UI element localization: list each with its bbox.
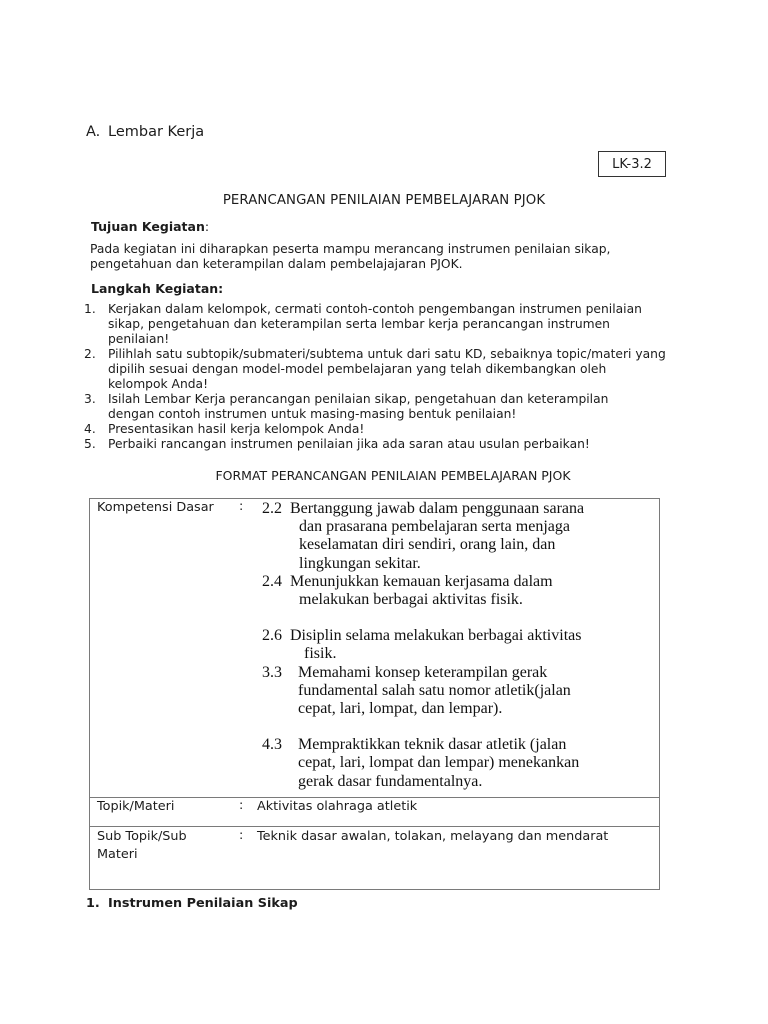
kompetensi-colon: :: [239, 499, 244, 514]
tujuan-heading-colon: :: [204, 219, 210, 234]
step-number: 5.: [84, 437, 96, 451]
subtopik-label-line: Sub Topik/Sub: [97, 829, 187, 844]
step-line: Pilihlah satu subtopik/submateri/subtema untuk dari satu KD, sebaiknya topic/materi yang: [108, 347, 666, 361]
steps-list: [84, 302, 684, 452]
section-heading: [86, 124, 204, 140]
step-line: dipilih sesuai dengan model-model pembelajaran yang telah dikembangkan oleh: [108, 362, 607, 376]
kompetensi-list: [262, 500, 652, 791]
step-item: [84, 392, 684, 422]
kompetensi-line: keselamatan diri sendiri, orang lain, dan: [299, 536, 556, 554]
step-line: sikap, pengetahuan dan keterampilan serta lembar kerja perancangan instrumen: [108, 317, 610, 331]
kompetensi-item: [262, 500, 652, 573]
subtopik-colon: :: [239, 828, 244, 843]
kompetensi-line: Memahami konsep keterampilan gerak: [298, 663, 548, 681]
step-number: 2.: [84, 347, 96, 361]
table-cell: [90, 798, 660, 827]
kompetensi-number: 2.2: [262, 500, 290, 517]
subtopik-label-line: Materi: [97, 847, 138, 862]
kompetensi-item: [262, 664, 652, 719]
kompetensi-line: Disiplin selama melakukan berbagai aktivitas: [290, 627, 582, 645]
page-title: PERANCANGAN PENILAIAN PEMBELAJARAN PJOK: [222, 193, 546, 208]
step-line: penilaian!: [108, 332, 170, 346]
worksheet-code: LK-3.2: [612, 156, 652, 172]
step-line: Perbaiki rancangan instrumen penilaian jika ada saran atau usulan perbaikan!: [108, 437, 590, 451]
table-row-topik: [90, 798, 660, 827]
step-number: 1.: [84, 302, 96, 316]
kompetensi-number: 4.3: [262, 736, 298, 754]
step-item: [84, 347, 684, 392]
format-table: [89, 498, 660, 890]
topik-colon: :: [239, 798, 244, 813]
kompetensi-line: dan prasarana pembelajaran serta menjaga: [299, 518, 570, 536]
step-line: kelompok Anda!: [108, 377, 209, 391]
step-item: [84, 302, 684, 347]
kompetensi-line: fundamental salah satu nomor atletik(jalan: [298, 681, 571, 699]
instrument-number: 1.: [86, 896, 100, 911]
kompetensi-line: fisik.: [304, 645, 337, 663]
tujuan-line: pengetahuan dan keterampilan dalam pembelajajaran PJOK.: [90, 257, 463, 271]
tujuan-heading-text: Tujuan Kegiatan: [91, 219, 205, 234]
kompetensi-line: lingkungan sekitar.: [299, 554, 421, 572]
table-row-kompetensi: [90, 499, 660, 798]
langkah-heading: Langkah Kegiatan:: [91, 281, 224, 296]
step-number: 4.: [84, 422, 96, 436]
kompetensi-line: melakukan berbagai aktivitas fisik.: [299, 591, 523, 609]
tujuan-line: Pada kegiatan ini diharapkan peserta mampu merancang instrumen penilaian sikap,: [90, 242, 611, 256]
step-line: Isilah Lembar Kerja perancangan penilaian sikap, pengetahuan dan keterampilan: [108, 392, 609, 406]
topik-value: Aktivitas olahraga atletik: [257, 799, 418, 814]
format-title: FORMAT PERANCANGAN PENILAIAN PEMBELAJARAN PJOK: [215, 468, 571, 483]
worksheet-code-box: [598, 151, 666, 177]
kompetensi-number: 3.3: [262, 663, 298, 681]
subtopik-value: Teknik dasar awalan, tolakan, melayang dan mendarat: [257, 829, 609, 844]
kompetensi-number: 2.4: [262, 572, 290, 590]
step-line: Kerjakan dalam kelompok, cermati contoh-contoh pengembangan instrumen penilaian: [108, 302, 642, 316]
section-title: Lembar Kerja: [108, 124, 205, 140]
step-line: dengan contoh instrumen untuk masing-masing bentuk penilaian!: [108, 407, 517, 421]
tujuan-text: [90, 242, 710, 272]
kompetensi-line: Bertanggung jawab dalam penggunaan sarana: [290, 500, 585, 517]
step-number: 3.: [84, 392, 96, 406]
kompetensi-line: gerak dasar fundamentalnya.: [298, 772, 483, 790]
table-cell: [90, 499, 660, 798]
kompetensi-line: Mempraktikkan teknik dasar atletik (jalan: [298, 736, 567, 754]
instrument-title: Instrumen Penilaian Sikap: [108, 896, 298, 911]
kompetensi-line: cepat, lari, lompat dan lempar) menekankan: [298, 754, 580, 772]
step-item: [84, 422, 684, 437]
step-item: [84, 437, 684, 452]
kompetensi-label: Kompetensi Dasar: [97, 500, 214, 515]
kompetensi-number: 2.6: [262, 627, 290, 645]
section-number: A.: [86, 124, 101, 140]
kompetensi-line: cepat, lari, lompat, dan lempar).: [298, 700, 503, 718]
kompetensi-item: [262, 627, 652, 663]
subtopik-label: [97, 828, 235, 864]
topik-label: Topik/Materi: [97, 799, 175, 814]
kompetensi-line: Menunjukkan kemauan kerjasama dalam: [290, 572, 553, 590]
kompetensi-item: [262, 736, 652, 791]
table-cell: [90, 827, 660, 890]
instrument-heading: [86, 896, 298, 911]
step-line: Presentasikan hasil kerja kelompok Anda!: [108, 422, 365, 436]
kompetensi-item: [262, 573, 652, 609]
table-row-subtopik: [90, 827, 660, 890]
tujuan-heading: [91, 219, 209, 234]
